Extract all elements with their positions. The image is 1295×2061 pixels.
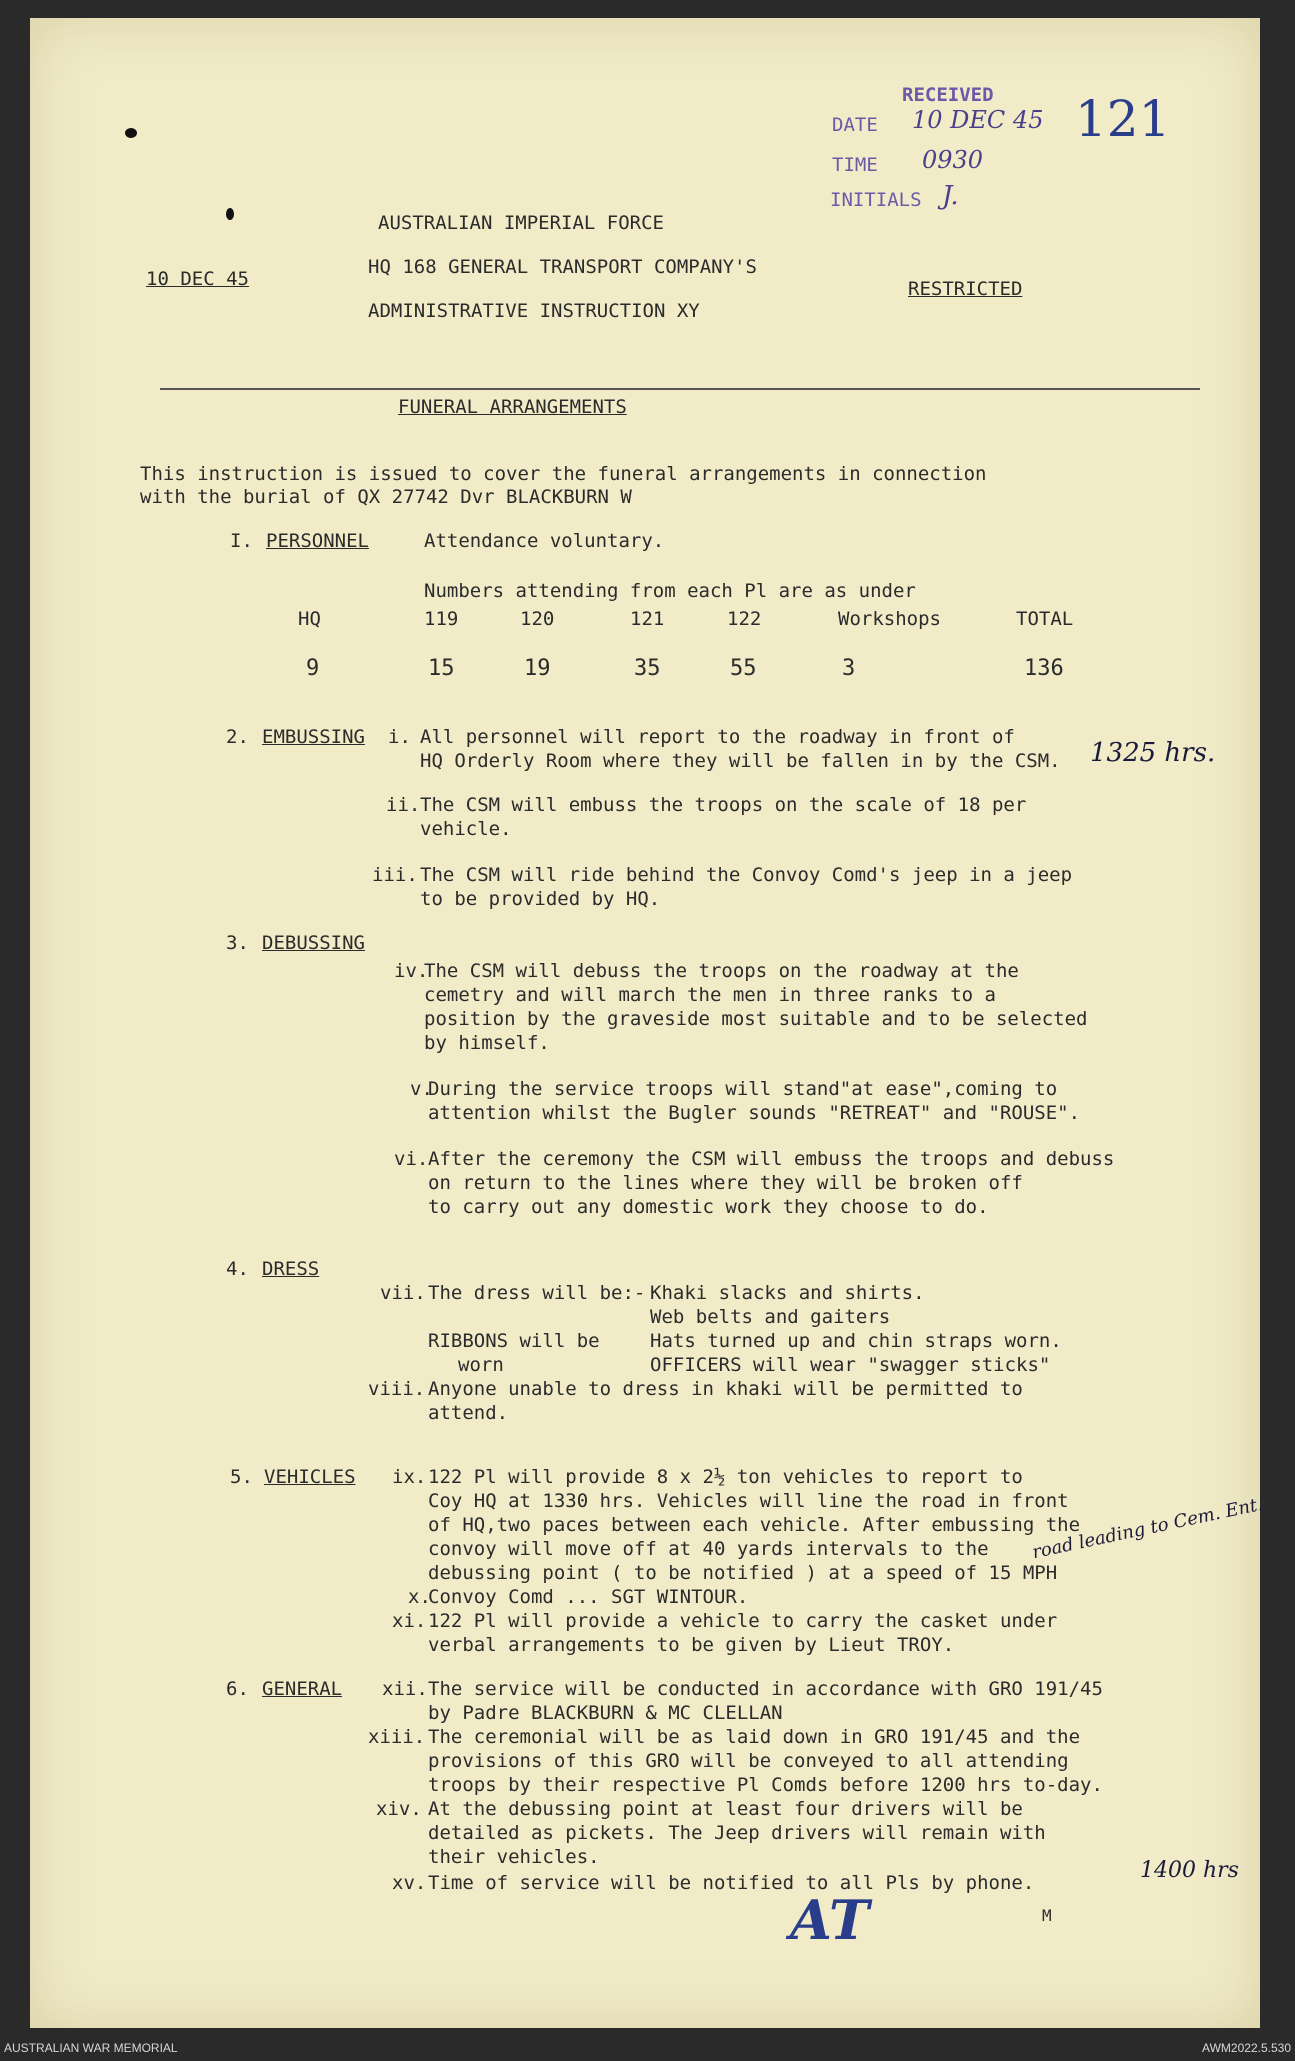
item-line: The CSM will debuss the troops on the roadway at the	[424, 960, 1019, 982]
table-cell: 55	[730, 656, 757, 681]
item-number: xv.	[392, 1872, 427, 1894]
personnel-text: Attendance voluntary.	[424, 530, 665, 552]
footer-bar	[0, 2028, 1295, 2061]
item-number: iv.	[394, 960, 429, 982]
item-line: vehicle.	[420, 818, 512, 840]
item-line: provisions of this GRO will be conveyed to all attending	[428, 1750, 1069, 1772]
item-line: attention whilst the Bugler sounds "RETREAT" and "ROUSE".	[428, 1102, 1081, 1124]
document-date: 10 DEC 45	[146, 268, 249, 290]
item-number: xii.	[382, 1678, 428, 1700]
punch-hole-mark	[125, 128, 137, 138]
item-number: vii.	[380, 1282, 426, 1304]
personnel-subtext: Numbers attending from each Pl are as under	[424, 580, 916, 602]
item-number: xi.	[392, 1610, 427, 1632]
table-cell: 35	[634, 656, 661, 681]
item-number: iii.	[372, 864, 418, 886]
header-divider	[160, 388, 1200, 390]
item-line: During the service troops will stand"at ease",coming to	[428, 1078, 1058, 1100]
item-line: their vehicles.	[428, 1846, 600, 1868]
item-line: debussing point ( to be notified ) at a speed of 15 MPH	[428, 1562, 1058, 1584]
item-line: The ceremonial will be as laid down in GRO 191/45 and the	[428, 1726, 1081, 1748]
stamp-time-value: 0930	[922, 146, 984, 174]
stamp-received: RECEIVED	[902, 84, 994, 106]
item-line: troops by their respective Pl Comds before 1200 hrs to-day.	[428, 1774, 1103, 1796]
ribbons-line: RIBBONS will be	[428, 1330, 600, 1352]
table-cell: 19	[524, 656, 551, 681]
table-cell: 15	[428, 656, 455, 681]
item-line: attend.	[428, 1402, 509, 1424]
item-line: At the debussing point at least four drivers will be	[428, 1798, 1023, 1820]
document-page	[30, 18, 1265, 2028]
table-header-cell: 119	[424, 608, 459, 630]
intro-line: with the burial of QX 27742 Dvr BLACKBURN W	[140, 486, 632, 508]
stamp-date-value: 10 DEC 45	[912, 106, 1044, 134]
item-line: Coy HQ at 1330 hrs. Vehicles will line the road in front	[428, 1490, 1069, 1512]
item-line: All personnel will report to the roadway in front of	[420, 726, 1015, 748]
table-cell: 136	[1024, 656, 1064, 681]
signature: AT	[790, 1888, 870, 1952]
item-number: x.	[408, 1586, 431, 1608]
footer-right: AWM2022.5.530	[1202, 2041, 1291, 2055]
header-line-2: HQ 168 GENERAL TRANSPORT COMPANY'S	[368, 256, 757, 278]
signature-suffix: M	[1042, 1906, 1052, 1925]
item-line: After the ceremony the CSM will embuss the troops and debuss	[428, 1148, 1115, 1170]
table-header-cell: Workshops	[838, 608, 941, 630]
table-header-cell: HQ	[298, 608, 321, 630]
punch-hole-mark	[226, 208, 234, 220]
section-heading-vehicles: VEHICLES	[264, 1466, 356, 1488]
item-number: ii.	[386, 794, 421, 816]
item-line: Time of service will be notified to all Pls by phone.	[428, 1872, 1035, 1894]
stamp-initials-label: INITIALS	[830, 189, 922, 211]
item-line: to be provided by HQ.	[420, 888, 661, 910]
item-line: 122 Pl will provide 8 x 2½ ton vehicles to report to	[428, 1466, 1023, 1488]
table-cell: 3	[842, 656, 856, 681]
item-line: detailed as pickets. The Jeep drivers will remain with	[428, 1822, 1046, 1844]
dress-item: Khaki slacks and shirts.	[650, 1282, 925, 1304]
received-stamp	[812, 76, 1092, 236]
stamp-initials-value: J.	[942, 181, 959, 211]
item-number: i.	[388, 726, 411, 748]
item-line: Convoy Comd ... SGT WINTOUR.	[428, 1586, 749, 1608]
dress-item: Web belts and gaiters	[650, 1306, 891, 1328]
item-line: convoy will move off at 40 yards intervals to the	[428, 1538, 989, 1560]
classification-label: RESTRICTED	[908, 278, 1023, 300]
table-header-cell: 122	[727, 608, 762, 630]
handwritten-note: road leading to Cem. Ent.	[1030, 1493, 1265, 1564]
item-line: to carry out any domestic work they choose to do.	[428, 1196, 989, 1218]
item-line: Anyone unable to dress in khaki will be permitted to	[428, 1378, 1023, 1400]
stamp-date-label: DATE	[832, 114, 878, 136]
item-number: v.	[410, 1078, 433, 1100]
item-line: The dress will be:-	[428, 1282, 646, 1304]
handwritten-time: 1325 hrs.	[1090, 738, 1216, 768]
item-line: HQ Orderly Room where they will be fallen in by the CSM.	[420, 750, 1061, 772]
section-number: 5.	[230, 1466, 253, 1488]
item-number: xiii.	[368, 1726, 426, 1748]
section-number: 3.	[226, 932, 249, 954]
header-line-1: AUSTRALIAN IMPERIAL FORCE	[378, 212, 664, 234]
footer-left: AUSTRALIAN WAR MEMORIAL	[4, 2041, 178, 2055]
item-line: The CSM will ride behind the Convoy Comd's jeep in a jeep	[420, 864, 1073, 886]
item-number: ix.	[392, 1466, 427, 1488]
item-line: on return to the lines where they will be broken off	[428, 1172, 1023, 1194]
handwritten-time: 1400 hrs	[1140, 1858, 1239, 1883]
item-number: xiv.	[376, 1798, 422, 1820]
item-number: viii.	[368, 1378, 426, 1400]
item-line: The service will be conducted in accordance with GRO 191/45	[428, 1678, 1103, 1700]
table-header-cell: 121	[630, 608, 665, 630]
item-line: position by the graveside most suitable and to be selected	[424, 1008, 1088, 1030]
table-header-cell: 120	[520, 608, 555, 630]
section-number: 2.	[226, 726, 249, 748]
section-heading-debussing: DEBUSSING	[262, 932, 365, 954]
item-line: cemetry and will march the men in three ranks to a	[424, 984, 996, 1006]
item-line: by Padre BLACKBURN & MC CLELLAN	[428, 1702, 783, 1724]
table-cell: 9	[306, 656, 320, 681]
intro-line: This instruction is issued to cover the funeral arrangements in connection	[140, 463, 987, 485]
document-number: 121	[1075, 90, 1171, 148]
section-number: 6.	[226, 1678, 249, 1700]
table-header-cell: TOTAL	[1016, 608, 1074, 630]
section-heading-dress: DRESS	[262, 1258, 320, 1280]
stamp-time-label: TIME	[832, 154, 878, 176]
section-heading-personnel: PERSONNEL	[266, 530, 369, 552]
item-line: of HQ,two paces between each vehicle. After embussing the	[428, 1514, 1081, 1536]
item-line: 122 Pl will provide a vehicle to carry the casket under	[428, 1610, 1058, 1632]
section-heading-general: GENERAL	[262, 1678, 343, 1700]
section-number: 4.	[226, 1258, 249, 1280]
header-line-3: ADMINISTRATIVE INSTRUCTION XY	[368, 300, 700, 322]
dress-item: Hats turned up and chin straps worn.	[650, 1330, 1062, 1352]
item-line: by himself.	[424, 1032, 550, 1054]
ribbons-line: worn	[458, 1354, 504, 1376]
item-line: The CSM will embuss the troops on the scale of 18 per	[420, 794, 1027, 816]
section-heading-embussing: EMBUSSING	[262, 726, 365, 748]
dress-item: OFFICERS will wear "swagger sticks"	[650, 1354, 1051, 1376]
section-number: I.	[230, 530, 253, 552]
item-line: verbal arrangements to be given by Lieut TROY.	[428, 1634, 955, 1656]
document-title: FUNERAL ARRANGEMENTS	[398, 396, 627, 418]
item-number: vi.	[394, 1148, 429, 1170]
